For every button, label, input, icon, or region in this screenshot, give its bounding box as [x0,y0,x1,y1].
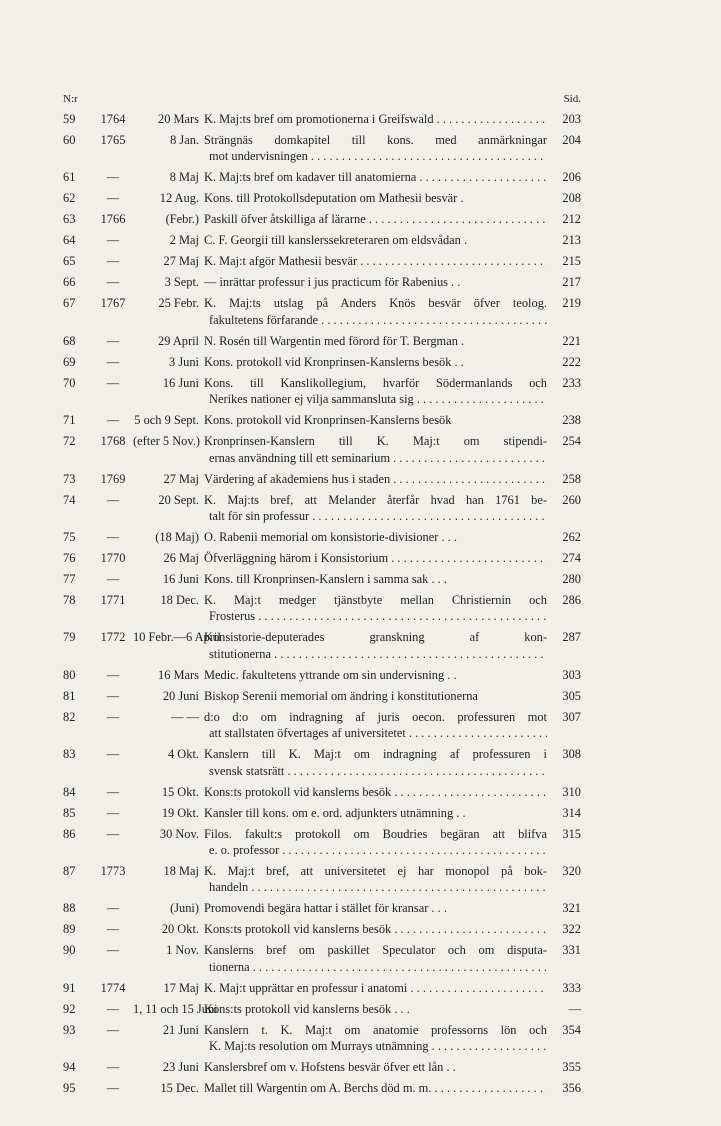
entry-date: 1 Nov. [166,943,199,958]
entry-year: 1769 [100,471,126,486]
entry-number: 72 [63,434,76,449]
entry-year: — [106,826,120,841]
entry-description-line: Promovendi begära hattar i stället för kransar . . . [204,901,447,916]
list-item [63,550,581,566]
entry-page-number: 356 [562,1081,581,1096]
entry-date: — — [171,709,199,724]
entry-page-number: 208 [562,191,581,206]
entry-date: 27 Maj [163,471,199,486]
list-item [63,805,581,821]
table-of-contents [63,93,581,1097]
entry-year: 1767 [100,296,126,311]
entry-year: — [106,901,120,916]
entry-date: (Juni) [170,901,199,916]
entry-page-number: 310 [562,784,581,799]
list-item [63,492,581,525]
entry-year: — [106,333,120,348]
entry-number: 94 [63,1060,76,1075]
entry-page-number: 274 [562,551,581,566]
entry-description [204,980,547,996]
entry-description-line: — inrättar professur i jus practicum för Rabenius . . [204,275,461,290]
entry-page-number: 262 [562,530,581,545]
entry-year: — [106,1001,120,1016]
entry-description [204,492,547,525]
list-item [63,667,581,683]
entry-description-line: Kons. protokoll vid Kronprinsen-Kanslerns besök [204,413,452,428]
entry-year: — [106,254,120,269]
list-item [63,571,581,587]
entry-number: 95 [63,1081,76,1096]
entry-date: 4 Okt. [168,747,199,762]
entry-number: 65 [63,254,76,269]
entry-year: — [106,1081,120,1096]
entry-year: — [106,747,120,762]
entry-number: 62 [63,191,76,206]
list-item [63,746,581,779]
entry-year: — [106,922,120,937]
entry-description-line: Kons. till Kronprinsen-Kanslern i samma sak . . . [204,572,447,587]
list-item [63,784,581,800]
entry-description [204,471,547,487]
entry-description-line: Öfverläggning härom i Konsistorium . . . [204,550,547,566]
entry-date: 16 Juni [162,375,199,390]
entry-description-line: N. Rosén till Wargentin med förord för T. Bergman . [204,333,465,348]
entry-date: 21 Juni [162,1022,199,1037]
entry-year: 1774 [100,980,126,995]
entry-page-number: 215 [562,254,581,269]
entry-description-line: K. Maj:t medger tjänstbyte mellan Christiernin och [204,593,547,608]
entry-year: — [106,1022,120,1037]
entry-number: 82 [63,709,76,724]
entry-description [204,1001,547,1017]
entry-description [204,826,547,859]
list-item [63,190,581,206]
entry-page-number: 221 [562,333,581,348]
entry-page-number: 287 [562,630,581,645]
entry-list [63,111,581,1097]
list-item [63,274,581,290]
entry-date: 12 Aug. [159,191,199,206]
entry-number: 63 [63,212,76,227]
entry-description-line: mot undervisningen . . . [209,148,547,164]
entry-description-line: K. Maj:ts utslag på Anders Knös besvär öfver teolog. [204,296,547,311]
list-item [63,709,581,742]
entry-description-line: K. Maj:t upprättar en professur i anatomi . . . [204,980,547,996]
entry-number: 84 [63,784,76,799]
entry-page-number: 222 [562,354,581,369]
list-item [63,232,581,248]
entry-description-line: Mallet till Wargentin om A. Berchs död m. m. . . . [204,1080,547,1096]
entry-page-number: 315 [562,826,581,841]
entry-year: 1770 [100,551,126,566]
entry-description [204,688,547,704]
entry-description [204,1080,547,1096]
entry-date: 16 Juni [162,572,199,587]
list-item [63,1001,581,1017]
list-item [63,980,581,996]
entry-description [204,863,547,896]
entry-page-number: 203 [562,112,581,126]
entry-year: — [106,492,120,507]
entry-number: 69 [63,354,76,369]
entry-page-number: 355 [562,1060,581,1075]
entry-description-line: Kansler till kons. om e. ord. adjunkters utnämning . . [204,805,466,820]
entry-description [204,169,547,185]
list-item [63,629,581,662]
entry-description-line: Kons:ts protokoll vid kanslerns besök . . . [204,1001,410,1016]
entry-description-line: O. Rabenii memorial om konsistorie-divisioner . . . [204,530,457,545]
entry-description [204,354,547,370]
list-item [63,688,581,704]
entry-date: 10 Febr.—6 April [133,630,221,645]
entry-description-line: K. Maj:ts resolution om Murrays utnämning . . . [209,1038,547,1054]
entry-number: 78 [63,593,76,608]
entry-description-line: Medic. fakultetens yttrande om sin undervisning . . [204,667,457,682]
entry-number: 93 [63,1022,76,1037]
entry-description-line: e. o. professor . . . [209,842,547,858]
entry-description [204,253,547,269]
entry-description-line: K. Maj:t afgör Mathesii besvär . . . [204,253,547,269]
list-item [63,433,581,466]
entry-description [204,132,547,165]
entry-description [204,232,547,248]
entry-year: — [106,354,120,369]
entry-date: 3 Sept. [164,275,199,290]
entry-description-line: att stallstaten öfvertages af universitetet . . . [209,725,547,741]
entry-number: 83 [63,747,76,762]
entry-description-line: d:o d:o om indragning af juris oecon. professuren mot [204,709,547,724]
entry-number: 74 [63,492,76,507]
entry-page-number: 206 [562,170,581,185]
entry-number: 61 [63,170,76,185]
entry-number: 60 [63,133,76,147]
entry-year: — [106,943,120,958]
entry-description [204,571,547,587]
entry-page-number: 219 [562,296,581,311]
entry-date: 8 Jan. [170,133,199,147]
entry-description [204,190,547,206]
list-item [63,412,581,428]
entry-page-number: — [568,1001,581,1016]
list-item [63,1080,581,1096]
entry-page-number: 254 [562,434,581,449]
list-item [63,863,581,896]
entry-description-line: talt för sin professur . . . [209,508,547,524]
entry-description [204,333,547,349]
entry-year: — [106,413,120,428]
entry-date: (efter 5 Nov.) [133,434,200,449]
column-headers [63,93,581,111]
entry-description-line: stitutionerna . . . [209,646,547,662]
entry-page-number: 320 [562,864,581,879]
entry-number: 79 [63,630,76,645]
entry-description-line: Kons. protokoll vid Kronprinsen-Kanslerns besök . . [204,354,464,369]
entry-description-line: K. Maj:ts bref, att Melander återfår hvad han 1761 be- [204,492,547,507]
entry-date: 15 Okt. [161,784,199,799]
entry-date: (Febr.) [165,212,199,227]
entry-year: — [106,688,120,703]
list-item [63,375,581,408]
entry-number: 76 [63,551,76,566]
entry-number: 64 [63,233,76,248]
list-item [63,900,581,916]
entry-description-line: tionerna . . . [209,959,547,975]
entry-year: 1771 [100,593,126,608]
entry-description [204,942,547,975]
entry-description [204,1059,547,1075]
entry-description [204,211,547,227]
entry-date: 29 April [158,333,199,348]
entry-page-number: 258 [562,471,581,486]
entry-description [204,529,547,545]
entry-description-line: Kons. till Protokollsdeputation om Mathesii besvär . [204,191,464,206]
entry-number: 66 [63,275,76,290]
entry-description [204,667,547,683]
number-column-header: N:r [63,93,78,105]
entry-number: 88 [63,901,76,916]
entry-description-line: Kanslern till K. Maj:t om indragning af professuren i [204,747,547,762]
entry-date: 2 Maj [169,233,199,248]
entry-date: 1, 11 och 15 Juni [133,1001,218,1016]
entry-date: 23 Juni [162,1060,199,1075]
entry-page-number: 213 [562,233,581,248]
list-item [63,253,581,269]
entry-description-line: svensk statsrätt . . . [209,763,547,779]
entry-description [204,629,547,662]
list-item [63,169,581,185]
entry-description-line: K. Maj:ts bref om kadaver till anatomierna . . . [204,169,547,185]
entry-date: 16 Mars [158,667,199,682]
entry-page-number: 331 [562,943,581,958]
entry-description [204,433,547,466]
entry-year: 1766 [100,212,126,227]
entry-page-number: 322 [562,922,581,937]
entry-description [204,746,547,779]
list-item [63,921,581,937]
entry-description-line: handeln . . . [209,879,547,895]
entry-description-line: Frosterus . . . [209,608,547,624]
entry-description [204,1022,547,1055]
entry-year: 1764 [100,112,126,126]
entry-year: 1765 [100,133,126,147]
entry-description-line: Paskill öfver åtskilliga af lärarne . . . [204,211,547,227]
list-item [63,1022,581,1055]
entry-page-number: 286 [562,593,581,608]
entry-page-number: 280 [562,572,581,587]
entry-date: 3 Juni [169,354,199,369]
list-item [63,826,581,859]
entry-number: 75 [63,530,76,545]
entry-number: 86 [63,826,76,841]
list-item [63,132,581,165]
entry-year: — [106,709,120,724]
entry-date: 20 Sept. [158,492,199,507]
entry-date: 26 Maj [163,551,199,566]
entry-date: 5 och 9 Sept. [134,413,199,428]
entry-description [204,709,547,742]
entry-year: — [106,375,120,390]
entry-description-line: ernas användning till ett seminarium . . . [209,450,547,466]
entry-description-line: Kanslerns bref om paskillet Speculator och om disputa- [204,943,547,958]
entry-number: 67 [63,296,76,311]
entry-date: 18 Dec. [160,593,199,608]
entry-description-line: Kanslersbref om v. Hofstens besvär öfver ett lån . . [204,1060,456,1075]
list-item [63,529,581,545]
entry-year: — [106,191,120,206]
entry-number: 71 [63,413,76,428]
list-item [63,354,581,370]
entry-number: 81 [63,688,76,703]
entry-description-line: Konsistorie-deputerades granskning af kon- [204,630,547,645]
entry-page-number: 260 [562,492,581,507]
entry-date: 15 Dec. [160,1081,199,1096]
list-item [63,471,581,487]
list-item [63,592,581,625]
entry-year: — [106,530,120,545]
entry-date: 8 Maj [169,170,199,185]
entry-description-line: fakultetens förfarande . . . [209,312,547,328]
entry-description-line: Kanslern t. K. Maj:t om anatomie professorns lön och [204,1022,547,1037]
entry-description [204,111,547,127]
entry-number: 70 [63,375,76,390]
entry-description [204,921,547,937]
entry-date: 19 Okt. [161,805,199,820]
entry-description-line: Nerikes nationer ej vilja sammansluta sig . . . [209,391,547,407]
entry-number: 59 [63,112,76,126]
entry-page-number: 217 [562,275,581,290]
entry-page-number: 308 [562,747,581,762]
entry-year: — [106,233,120,248]
entry-description [204,784,547,800]
entry-year: 1768 [100,434,126,449]
entry-date: 30 Nov. [159,826,199,841]
entry-description [204,295,547,328]
entry-page-number: 333 [562,980,581,995]
entry-date: (18 Maj) [155,530,199,545]
entry-description-line: C. F. Georgii till kanslerssekreteraren om eldsvådan . [204,233,468,248]
entry-page-number: 305 [562,688,581,703]
entry-page-number: 354 [562,1022,581,1037]
entry-description [204,375,547,408]
entry-year: — [106,572,120,587]
entry-page-number: 204 [562,133,581,147]
entry-description [204,805,547,821]
entry-number: 91 [63,980,76,995]
list-item [63,211,581,227]
entry-page-number: 303 [562,667,581,682]
entry-year: — [106,275,120,290]
entry-description-line: Strängnäs domkapitel till kons. med anmärkningar [204,133,547,147]
entry-number: 87 [63,864,76,879]
entry-number: 90 [63,943,76,958]
list-item [63,942,581,975]
entry-description [204,900,547,916]
entry-year: — [106,667,120,682]
list-item [63,1059,581,1075]
entry-page-number: 321 [562,901,581,916]
entry-page-number: 233 [562,375,581,390]
entry-date: 20 Mars [158,112,199,126]
entry-description-line: Kronprinsen-Kanslern till K. Maj:t om stipendi- [204,434,547,449]
list-item [63,295,581,328]
entry-year: — [106,805,120,820]
entry-page-number: 238 [562,413,581,428]
entry-year: — [106,784,120,799]
entry-number: 68 [63,333,76,348]
entry-description-line: Biskop Serenii memorial om ändring i konstitutionerna [204,688,478,703]
entry-date: 20 Okt. [161,922,199,937]
entry-date: 18 Maj [163,864,199,879]
entry-description-line: Kons:ts protokoll vid kanslerns besök . . . [204,921,547,937]
entry-number: 77 [63,572,76,587]
entry-page-number: 307 [562,709,581,724]
entry-description-line: Kons:ts protokoll vid kanslerns besök . . . [204,784,547,800]
entry-description-line: Filos. fakult:s protokoll om Boudries begäran att blifva [204,826,547,841]
entry-number: 89 [63,922,76,937]
entry-description-line: K. Maj:ts bref om promotionerna i Greifswald . . . [204,111,547,127]
entry-date: 17 Maj [163,980,199,995]
entry-description-line: Värdering af akademiens hus i staden . . . [204,471,547,487]
page-column-header: Sid. [563,93,581,105]
entry-year: 1773 [100,864,126,879]
entry-description [204,592,547,625]
entry-date: 20 Juni [162,688,199,703]
entry-page-number: 314 [562,805,581,820]
entry-number: 85 [63,805,76,820]
entry-description [204,412,547,428]
entry-year: — [106,170,120,185]
entry-date: 25 Febr. [158,296,199,311]
entry-description [204,274,547,290]
list-item [63,111,581,127]
list-item [63,333,581,349]
entry-description-line: K. Maj:t bref, att universitetet ej har monopol på bok- [204,864,547,879]
entry-year: — [106,1060,120,1075]
entry-year: 1772 [100,630,126,645]
entry-description [204,550,547,566]
entry-description-line: Kons. till Kanslikollegium, hvarför Södermanlands och [204,375,547,390]
entry-number: 92 [63,1001,76,1016]
entry-date: 27 Maj [163,254,199,269]
entry-number: 73 [63,471,76,486]
entry-page-number: 212 [562,212,581,227]
entry-number: 80 [63,667,76,682]
